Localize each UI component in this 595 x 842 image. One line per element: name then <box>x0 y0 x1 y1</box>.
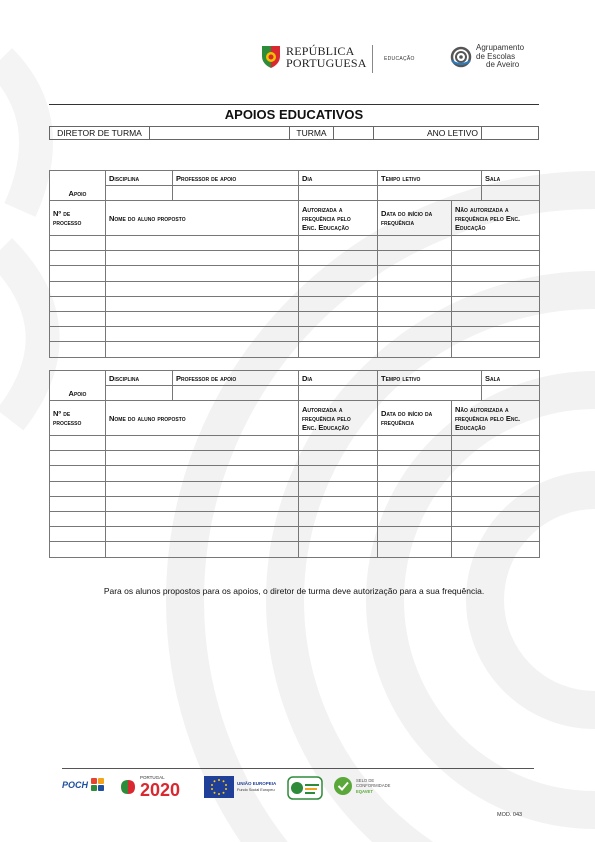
nao-autorizada-header-line1: Não autorizada a <box>455 404 509 414</box>
nome-cell[interactable] <box>106 251 299 266</box>
sala-header: Sala <box>482 371 540 386</box>
processo-header <box>50 401 106 436</box>
ue-line1: UNIÃO EUROPEIA <box>237 781 277 786</box>
data-inicio-cell[interactable] <box>378 496 452 511</box>
portugal2020-text <box>140 776 180 799</box>
table-row <box>50 342 540 357</box>
processo-cell[interactable] <box>50 496 106 511</box>
nome-cell[interactable] <box>106 342 299 357</box>
poch-text: POCH <box>62 780 89 790</box>
dia-header: Dia <box>299 171 378 186</box>
autorizada-cell[interactable] <box>299 236 378 251</box>
autorizada-cell[interactable] <box>299 451 378 466</box>
table-row <box>50 436 540 451</box>
data-inicio-cell[interactable] <box>378 236 452 251</box>
data-inicio-header-line2: frequência <box>381 218 415 227</box>
republica-line1: REPÚBLICA <box>286 44 355 58</box>
processo-cell[interactable] <box>50 296 106 311</box>
autorizada-cell[interactable] <box>299 466 378 481</box>
table-row <box>50 281 540 296</box>
agrupamento-logo <box>450 44 524 70</box>
nao-autorizada-cell[interactable] <box>452 311 540 326</box>
sala-field[interactable] <box>482 186 540 201</box>
table-row <box>50 296 540 311</box>
table-row <box>50 251 540 266</box>
autorizada-cell[interactable] <box>299 281 378 296</box>
nao-autorizada-cell[interactable] <box>452 451 540 466</box>
nome-cell[interactable] <box>106 451 299 466</box>
tempo-letivo-field[interactable] <box>378 386 482 401</box>
nao-autorizada-cell[interactable] <box>452 481 540 496</box>
data-inicio-cell[interactable] <box>378 281 452 296</box>
dia-field[interactable] <box>299 186 378 201</box>
nao-autorizada-cell[interactable] <box>452 496 540 511</box>
table-row <box>50 496 540 511</box>
diretor-label: DIRETOR DE TURMA <box>50 127 150 139</box>
data-inicio-cell[interactable] <box>378 311 452 326</box>
data-inicio-header-line1: Data do início da <box>381 209 433 218</box>
dia-field[interactable] <box>299 386 378 401</box>
table-row <box>50 481 540 496</box>
nao-autorizada-cell[interactable] <box>452 281 540 296</box>
nao-autorizada-header-line1: Não autorizada a <box>455 204 509 214</box>
selo-line2: CONFORMIDADE <box>356 783 391 789</box>
data-inicio-cell[interactable] <box>378 451 452 466</box>
autorizada-header <box>299 201 378 236</box>
selo-text <box>356 778 390 795</box>
portugal-label: PORTUGAL <box>140 775 165 780</box>
poch-emblem-icon <box>90 776 106 794</box>
title-top-rule <box>49 104 539 105</box>
professor-header: Professor de apoio <box>173 371 299 386</box>
autorizada-cell[interactable] <box>299 496 378 511</box>
autorizada-cell[interactable] <box>299 436 378 451</box>
autorizada-cell[interactable] <box>299 311 378 326</box>
nome-cell[interactable] <box>106 436 299 451</box>
processo-cell[interactable] <box>50 327 106 342</box>
professor-field[interactable] <box>173 186 299 201</box>
processo-cell[interactable] <box>50 281 106 296</box>
dia-header: Dia <box>299 371 378 386</box>
processo-cell[interactable] <box>50 436 106 451</box>
autorizada-cell[interactable] <box>299 527 378 542</box>
nao-autorizada-header-line2: frequência pelo Enc. <box>455 413 521 423</box>
nome-cell[interactable] <box>106 542 299 557</box>
portugal-2020-logo <box>118 776 180 799</box>
table-row <box>50 327 540 342</box>
autorizada-cell[interactable] <box>299 251 378 266</box>
autorizada-cell[interactable] <box>299 542 378 557</box>
agrupamento-emblem-icon <box>450 45 472 69</box>
nao-autorizada-cell[interactable] <box>452 296 540 311</box>
processo-cell[interactable] <box>50 251 106 266</box>
data-inicio-cell[interactable] <box>378 466 452 481</box>
data-inicio-cell[interactable] <box>378 436 452 451</box>
turma-label: TURMA <box>290 127 334 139</box>
note-text: Para os alunos propostos para os apoios, o diretor de turma deve autorização para a sua frequência. <box>103 586 485 596</box>
uniao-europeia-logo <box>204 776 276 798</box>
nome-cell[interactable] <box>106 281 299 296</box>
educacao-label: EDUCAÇÃO <box>384 56 415 62</box>
processo-cell[interactable] <box>50 342 106 357</box>
disciplina-field[interactable] <box>106 386 173 401</box>
agrupamento-line1: Agrupamento <box>476 43 525 52</box>
autorizada-cell[interactable] <box>299 511 378 526</box>
autorizada-header-line1: Autorizada a <box>302 204 343 214</box>
processo-cell[interactable] <box>50 466 106 481</box>
autorizada-cell[interactable] <box>299 327 378 342</box>
apoio-table-1 <box>49 170 540 358</box>
nao-autorizada-header-line3: Educação <box>455 422 486 432</box>
table-row <box>50 266 540 281</box>
agrupamento-line3: de Aveiro <box>486 60 520 69</box>
processo-cell[interactable] <box>50 266 106 281</box>
nome-cell[interactable] <box>106 496 299 511</box>
processo-cell[interactable] <box>50 236 106 251</box>
processo-header-line2: processo <box>53 218 82 227</box>
nao-autorizada-cell[interactable] <box>452 327 540 342</box>
processo-header-line1: Nº de <box>53 209 71 218</box>
info-row <box>49 126 539 140</box>
processo-cell[interactable] <box>50 542 106 557</box>
nao-autorizada-cell[interactable] <box>452 436 540 451</box>
apoio-table-2 <box>49 370 540 558</box>
processo-cell[interactable] <box>50 511 106 526</box>
nome-cell[interactable] <box>106 236 299 251</box>
nome-cell[interactable] <box>106 327 299 342</box>
data-inicio-header-line1: Data do início da <box>381 409 433 418</box>
table-row <box>50 466 540 481</box>
selo-badge-icon <box>287 776 323 800</box>
nome-cell[interactable] <box>106 481 299 496</box>
data-inicio-header <box>378 401 452 436</box>
tempo-letivo-header: Tempo letivo <box>378 171 482 186</box>
autorizada-cell[interactable] <box>299 342 378 357</box>
diretor-field[interactable] <box>150 127 290 139</box>
data-inicio-cell[interactable] <box>378 542 452 557</box>
tempo-letivo-header: Tempo letivo <box>378 371 482 386</box>
ue-text <box>237 781 276 793</box>
processo-header-line1: Nº de <box>53 409 71 418</box>
table-row <box>50 311 540 326</box>
processo-cell[interactable] <box>50 527 106 542</box>
autorizada-header-line1: Autorizada a <box>302 404 343 414</box>
table-row <box>50 527 540 542</box>
poch-logo <box>62 776 106 794</box>
selo-badge-logo <box>287 776 323 800</box>
table-row <box>50 542 540 557</box>
nao-autorizada-cell[interactable] <box>452 266 540 281</box>
mod-code: MOD. 043 <box>497 812 523 818</box>
nao-autorizada-header-line3: Educação <box>455 222 486 232</box>
data-inicio-cell[interactable] <box>378 527 452 542</box>
portugal2020-emblem-icon <box>118 777 138 797</box>
nao-autorizada-cell[interactable] <box>452 527 540 542</box>
republica-text <box>286 45 367 69</box>
ano-letivo-field[interactable] <box>482 127 538 139</box>
processo-header-line2: processo <box>53 418 82 427</box>
autorizada-header-line3: Enc. Educação <box>302 422 349 432</box>
autorizada-header-line2: frequência pelo <box>302 213 351 223</box>
header-separator <box>372 45 373 73</box>
nao-autorizada-cell[interactable] <box>452 251 540 266</box>
autorizada-header-line3: Enc. Educação <box>302 222 349 232</box>
disciplina-header: Disciplina <box>106 371 173 386</box>
data-inicio-cell[interactable] <box>378 251 452 266</box>
data-inicio-cell[interactable] <box>378 296 452 311</box>
professor-header: Professor de apoio <box>173 171 299 186</box>
processo-cell[interactable] <box>50 451 106 466</box>
processo-header <box>50 201 106 236</box>
portugal-emblem-icon <box>260 44 282 70</box>
turma-field[interactable] <box>334 127 374 139</box>
nao-autorizada-cell[interactable] <box>452 342 540 357</box>
processo-cell[interactable] <box>50 311 106 326</box>
apoio-header: Apoio <box>50 371 106 401</box>
selo-eqavet-logo <box>333 776 390 796</box>
republica-line2: PORTUGUESA <box>286 56 367 70</box>
data-inicio-cell[interactable] <box>378 481 452 496</box>
nao-autorizada-header <box>452 401 540 436</box>
data-inicio-cell[interactable] <box>378 266 452 281</box>
nome-cell[interactable] <box>106 466 299 481</box>
agrupamento-text <box>476 44 524 70</box>
sala-header: Sala <box>482 171 540 186</box>
professor-field[interactable] <box>173 386 299 401</box>
autorizada-cell[interactable] <box>299 481 378 496</box>
table-row <box>50 511 540 526</box>
disciplina-field[interactable] <box>106 186 173 201</box>
autorizada-header <box>299 401 378 436</box>
nao-autorizada-header-line2: frequência pelo Enc. <box>455 213 521 223</box>
sala-field[interactable] <box>482 386 540 401</box>
autorizada-cell[interactable] <box>299 266 378 281</box>
data-inicio-header-line2: frequência <box>381 418 415 427</box>
ano-letivo-label: ANO LETIVO <box>374 127 482 139</box>
nome-cell[interactable] <box>106 527 299 542</box>
nome-cell[interactable] <box>106 296 299 311</box>
data-inicio-header <box>378 201 452 236</box>
data-inicio-cell[interactable] <box>378 342 452 357</box>
nome-cell[interactable] <box>106 511 299 526</box>
data-inicio-cell[interactable] <box>378 511 452 526</box>
nome-aluno-header: Nome do aluno proposto <box>106 401 299 436</box>
nao-autorizada-cell[interactable] <box>452 236 540 251</box>
nome-cell[interactable] <box>106 266 299 281</box>
tempo-letivo-field[interactable] <box>378 186 482 201</box>
nao-autorizada-header <box>452 201 540 236</box>
nome-aluno-header: Nome do aluno proposto <box>106 201 299 236</box>
footer-rule <box>62 768 534 769</box>
table-row <box>50 451 540 466</box>
nao-autorizada-cell[interactable] <box>452 542 540 557</box>
apoio-header: Apoio <box>50 171 106 201</box>
nao-autorizada-cell[interactable] <box>452 511 540 526</box>
eu-flag-icon <box>204 776 234 798</box>
republica-portuguesa-logo <box>260 44 367 70</box>
disciplina-header: Disciplina <box>106 171 173 186</box>
processo-cell[interactable] <box>50 481 106 496</box>
selo-line3: EQAVET <box>356 788 373 794</box>
autorizada-cell[interactable] <box>299 296 378 311</box>
autorizada-header-line2: frequência pelo <box>302 413 351 423</box>
checkmark-seal-icon <box>333 776 353 796</box>
page-title: APOIOS EDUCATIVOS <box>224 107 364 122</box>
data-inicio-cell[interactable] <box>378 327 452 342</box>
agrupamento-line2: de Escolas <box>476 51 516 61</box>
nome-cell[interactable] <box>106 311 299 326</box>
selo-line1: SELO DE <box>356 777 375 783</box>
nao-autorizada-cell[interactable] <box>452 466 540 481</box>
table-row <box>50 236 540 251</box>
year-label: 2020 <box>140 779 181 800</box>
ue-line2: Fundo Social Europeu <box>237 788 275 792</box>
